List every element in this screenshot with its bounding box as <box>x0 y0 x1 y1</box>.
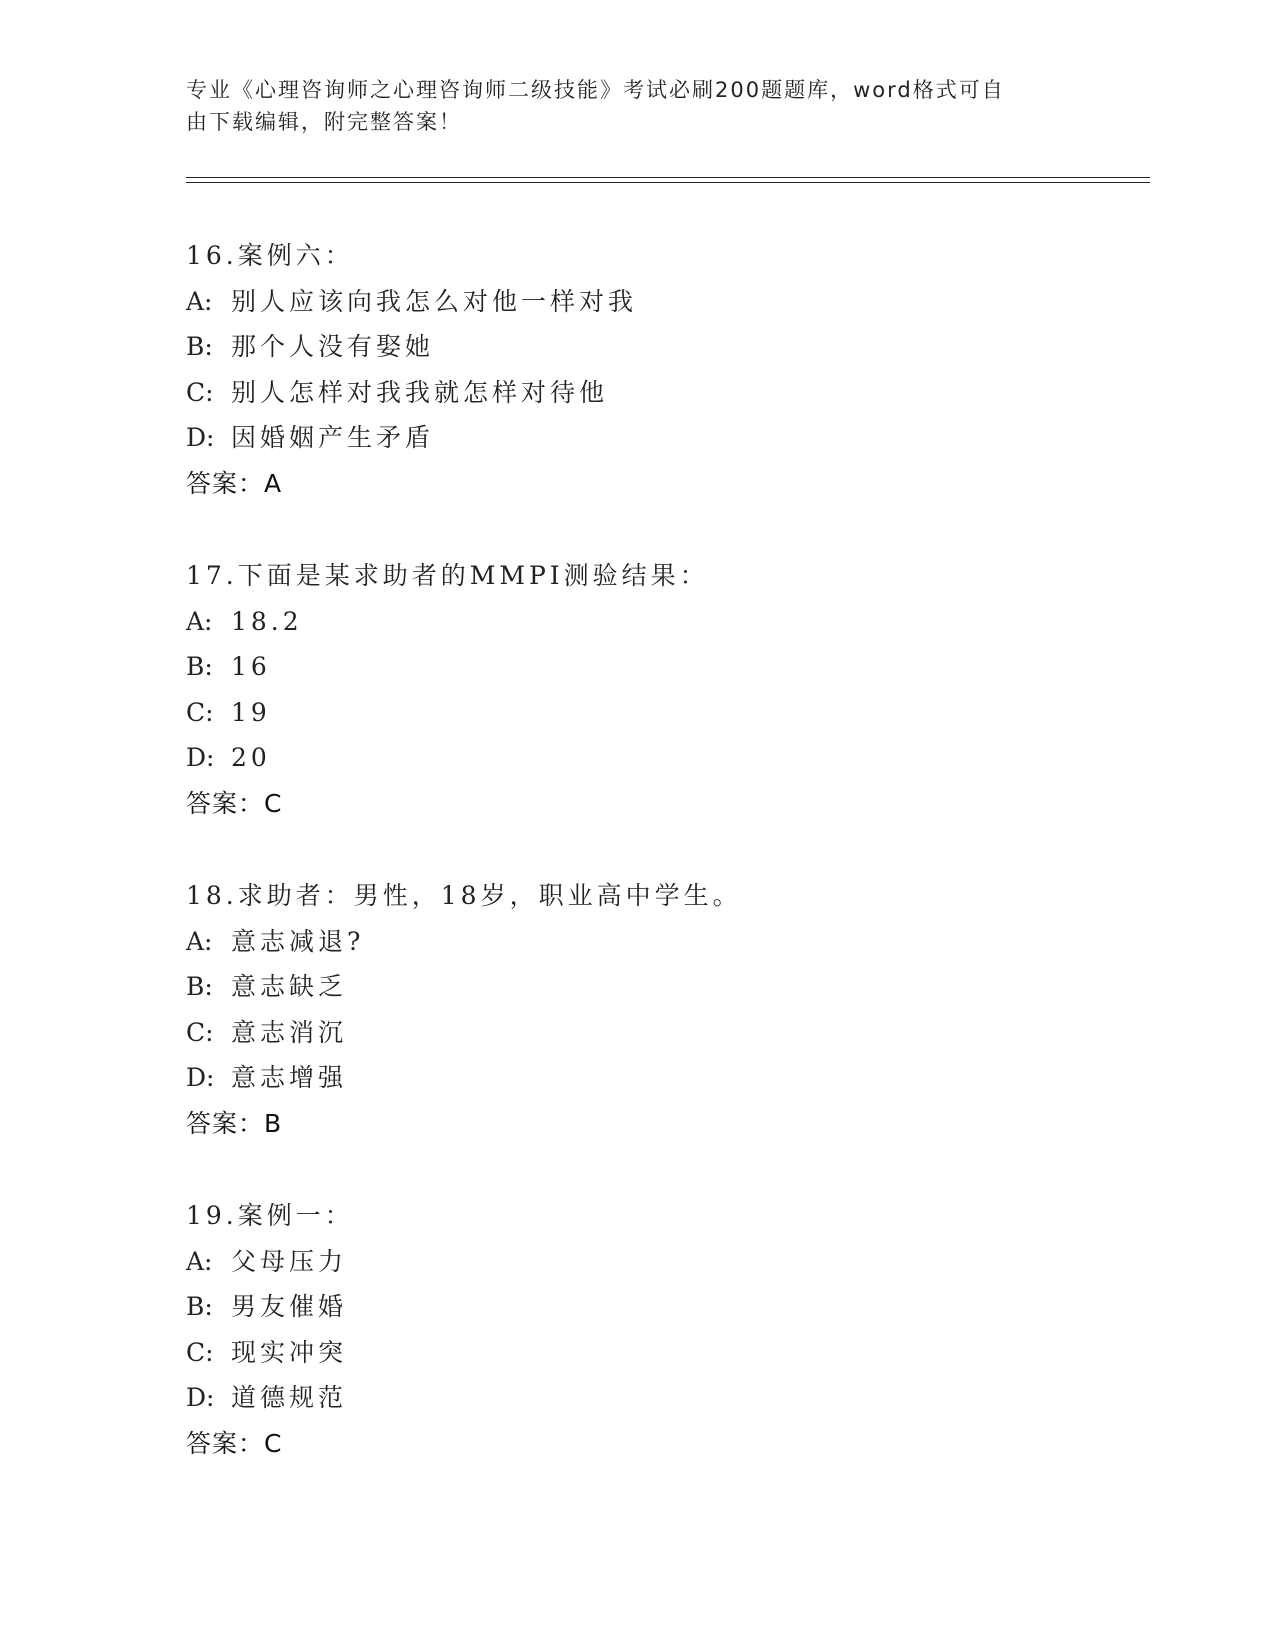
option-b <box>186 964 1086 1010</box>
option-label: D: <box>186 1063 215 1093</box>
option-a <box>186 919 1086 965</box>
question-stem: 16.案例六： <box>186 241 354 270</box>
header-divider-bottom <box>186 182 1150 183</box>
header-divider-top <box>186 177 1150 178</box>
question-stem: 18.求助者：男性，18岁，职业高中学生。 <box>186 881 742 910</box>
option-c <box>186 1010 1086 1056</box>
option-label: A: <box>186 1246 213 1276</box>
option-text: 意志增强 <box>231 1063 348 1093</box>
option-c <box>186 1330 1086 1376</box>
option-text: 意志消沉 <box>231 1017 348 1047</box>
option-label: C: <box>186 377 214 407</box>
question-18 <box>186 873 1086 1147</box>
option-text: 19 <box>231 697 271 727</box>
option-label: B: <box>186 972 213 1002</box>
option-text: 16 <box>231 652 271 682</box>
option-label: A: <box>186 926 213 956</box>
option-text: 意志缺乏 <box>231 972 348 1002</box>
question-17 <box>186 553 1086 827</box>
question-16 <box>186 233 1086 507</box>
question-stem: 17.下面是某求助者的MMPI测验结果： <box>186 561 709 590</box>
option-label: A: <box>186 606 213 636</box>
option-c <box>186 370 1086 416</box>
option-label: D: <box>186 1383 215 1413</box>
question-stem: 19.案例一： <box>186 1201 354 1230</box>
option-text: 那个人没有娶她 <box>231 332 435 362</box>
option-label: C: <box>186 1017 214 1047</box>
option-label: D: <box>186 743 215 773</box>
option-text: 18.2 <box>231 606 303 636</box>
option-d <box>186 1375 1086 1421</box>
option-b <box>186 644 1086 690</box>
option-text: 意志减退? <box>231 926 365 956</box>
option-text: 男友催婚 <box>231 1292 348 1322</box>
option-label: B: <box>186 652 213 682</box>
option-d <box>186 735 1086 781</box>
option-text: 别人怎样对我我就怎样对待他 <box>231 377 609 407</box>
option-label: D: <box>186 423 215 453</box>
answer-line: 答案：C <box>186 1428 283 1458</box>
option-text: 20 <box>231 743 271 773</box>
option-text: 道德规范 <box>231 1383 348 1413</box>
option-b <box>186 324 1086 370</box>
option-text: 别人应该向我怎么对他一样对我 <box>231 286 638 316</box>
option-a <box>186 599 1086 645</box>
option-c <box>186 690 1086 736</box>
option-label: A: <box>186 286 213 316</box>
option-label: C: <box>186 1337 214 1367</box>
answer-line: 答案：B <box>186 1108 283 1138</box>
option-d <box>186 415 1086 461</box>
option-d <box>186 1055 1086 1101</box>
option-label: B: <box>186 1292 213 1322</box>
option-label: B: <box>186 332 213 362</box>
document-header <box>186 74 1066 138</box>
option-a <box>186 279 1086 325</box>
option-text: 因婚姻产生矛盾 <box>231 423 435 453</box>
option-text: 父母压力 <box>231 1246 348 1276</box>
answer-line: 答案：C <box>186 788 283 818</box>
option-a <box>186 1239 1086 1285</box>
option-text: 现实冲突 <box>231 1337 348 1367</box>
header-line-2: 由下载编辑，附完整答案！ <box>186 110 462 134</box>
header-line-1: 专业《心理咨询师之心理咨询师二级技能》考试必刷200题题库，word格式可自 <box>186 78 1005 102</box>
option-b <box>186 1284 1086 1330</box>
option-label: C: <box>186 697 214 727</box>
answer-line: 答案：A <box>186 468 283 498</box>
question-19 <box>186 1193 1086 1467</box>
